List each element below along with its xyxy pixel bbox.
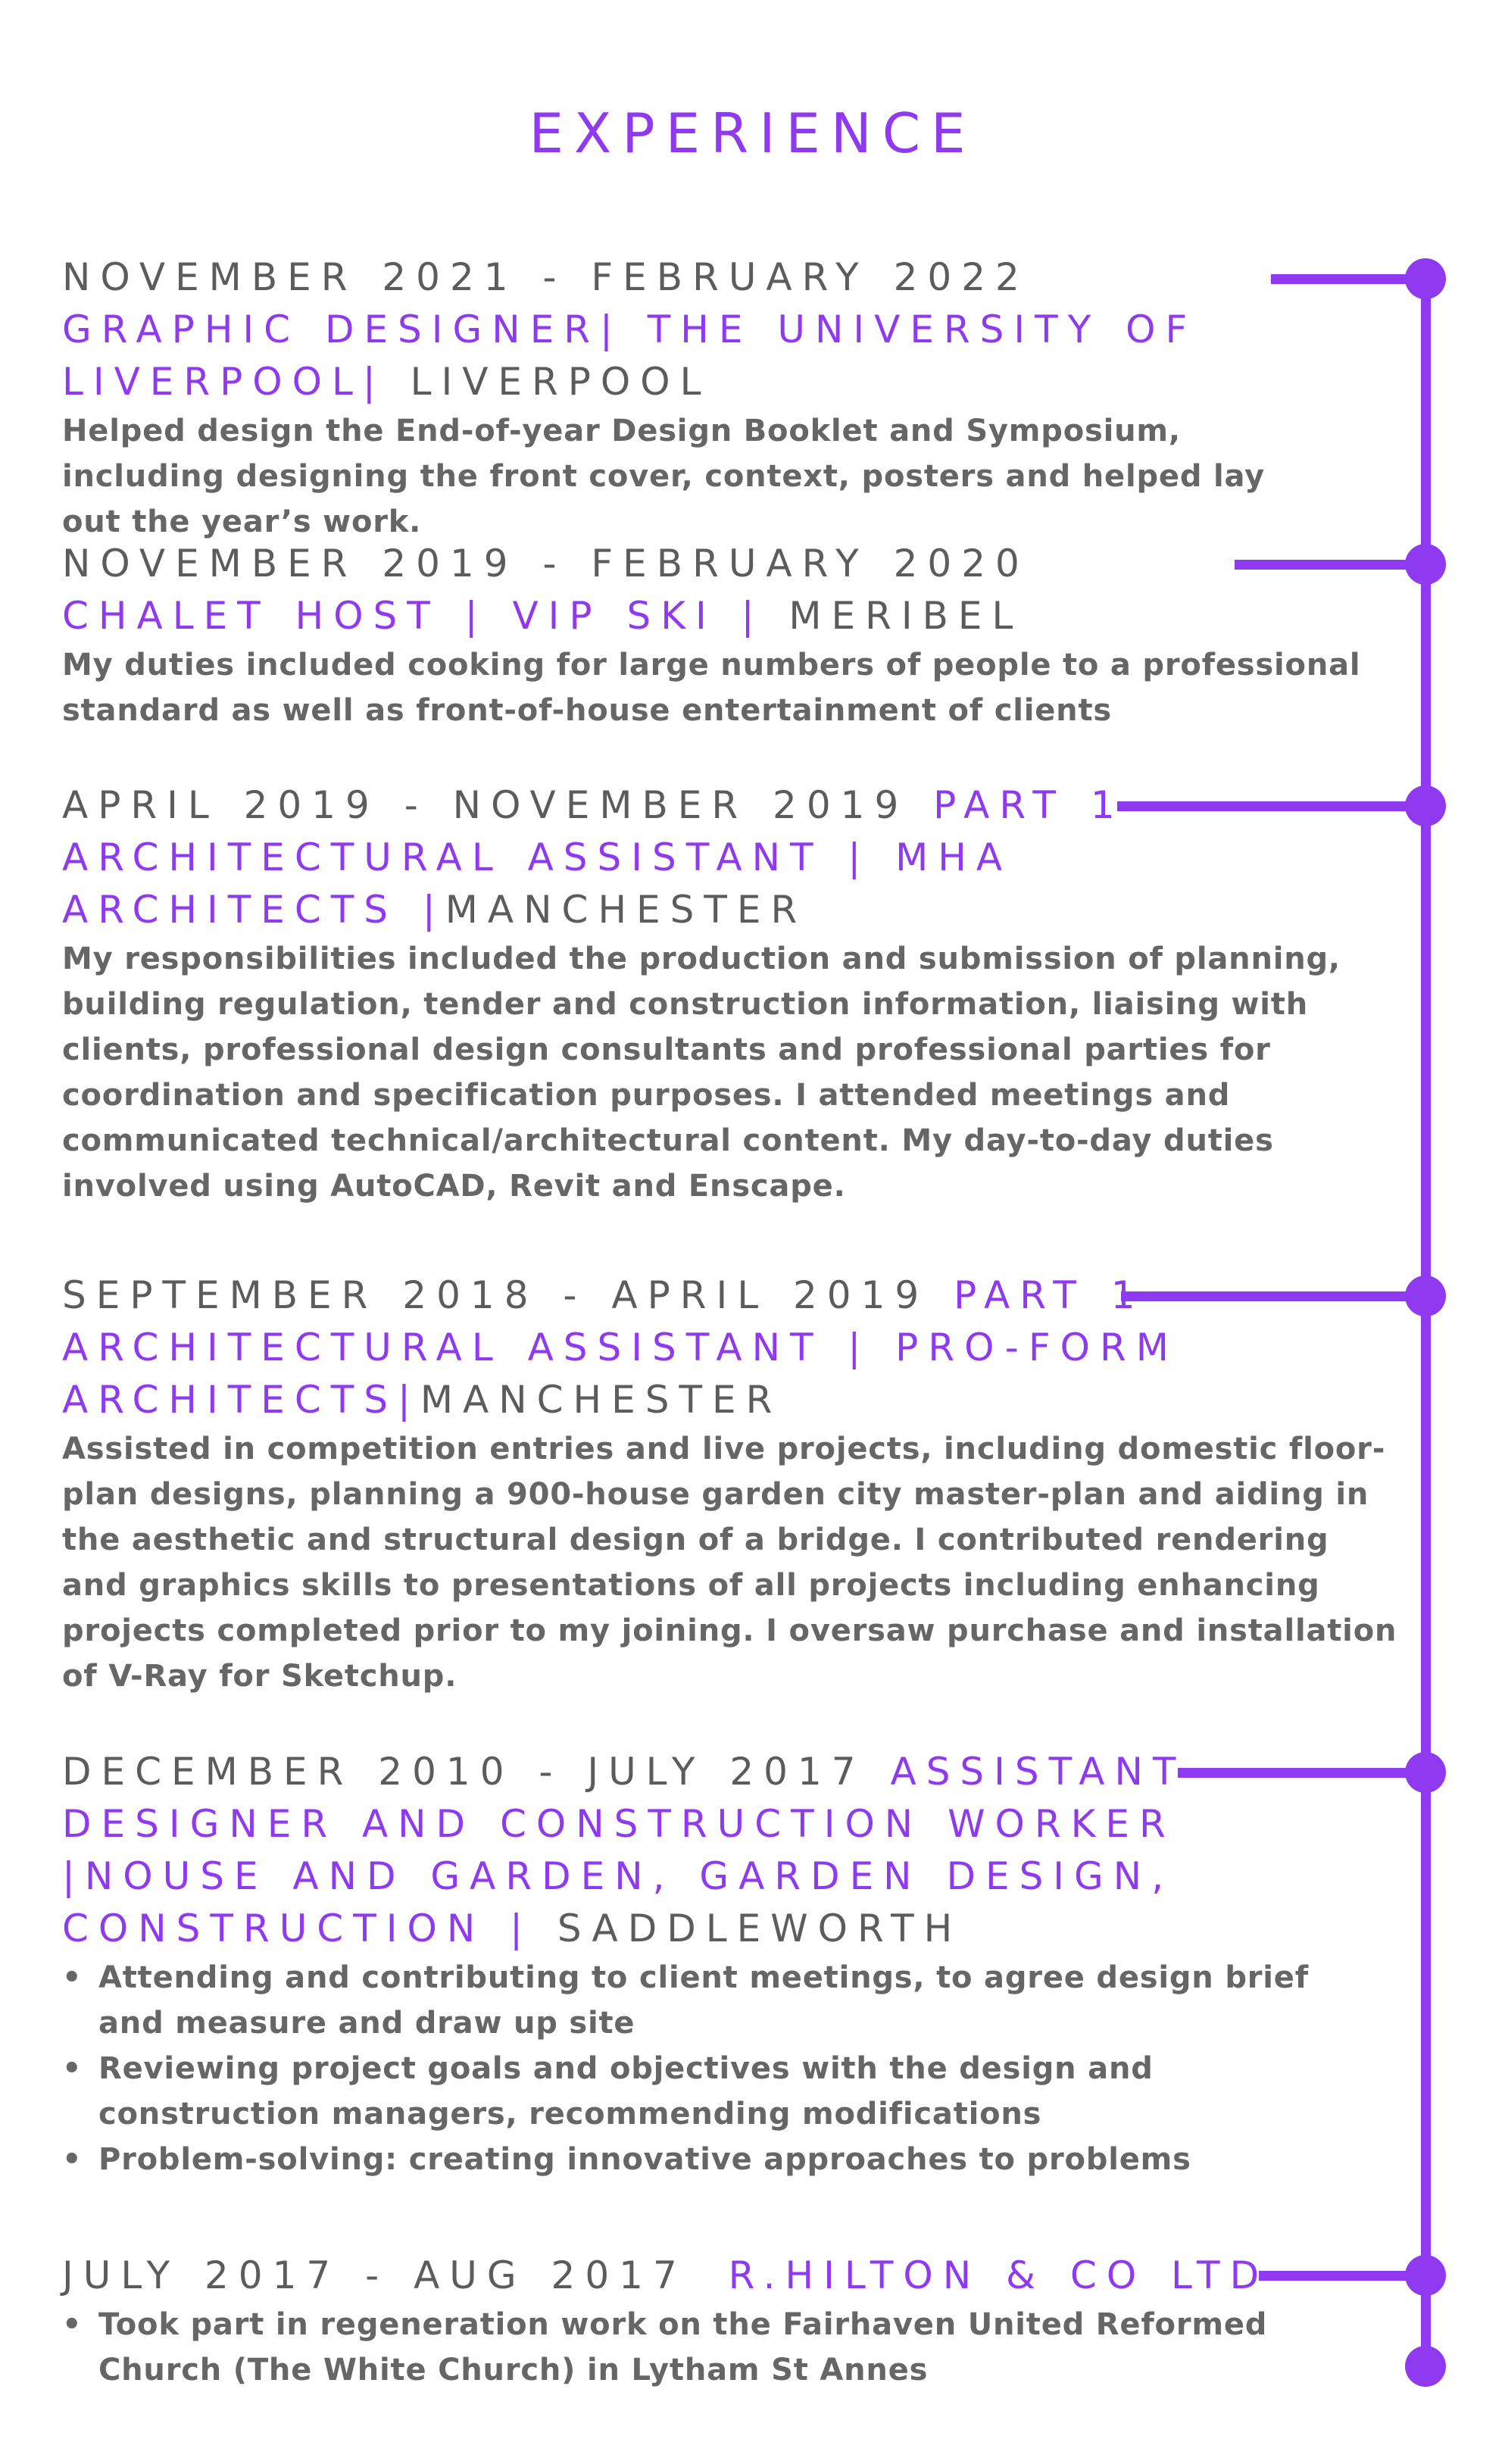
- list-item: [62, 2137, 1372, 2182]
- entry-heading: [62, 1269, 1229, 1426]
- entry-location: MANCHESTER: [420, 1378, 782, 1422]
- entry-date: NOVEMBER 2021 - FEBRUARY 2022: [62, 255, 1029, 299]
- bullet-text: Problem-solving: creating innovative approaches to problems: [98, 2142, 1191, 2177]
- entry-location: LIVERPOOL: [410, 360, 711, 404]
- entry-heading: [62, 1746, 1229, 1955]
- entry-location: MANCHESTER: [445, 888, 807, 932]
- entry-role: CHALET HOST | VIP SKI |: [62, 594, 789, 638]
- list-item: [62, 2302, 1304, 2393]
- entry-heading: [62, 538, 1236, 642]
- entry-description: My duties included cooking for large numbers of people to a professional standard as well as front-of-house entertainment of clients: [62, 648, 1361, 728]
- entry-role: PART 1 ARCHITECTURAL ASSISTANT | MHA ARCHITECTS |: [62, 783, 1125, 932]
- bullet-dot-icon: •: [62, 2051, 83, 2086]
- entry-description: My responsibilities included the production and submission of planning, building regulation, tender and construction information, liaising with clients, professional design consultants and professional parties for coordination and specification purposes. I attended meetings and communicated technical/architectural content. My day-to-day duties involved using AutoCAD, Revit and Enscape.: [62, 942, 1341, 1204]
- entry-date: SEPTEMBER 2018 - APRIL 2019: [62, 1273, 954, 1317]
- entry-role: R.HILTON & CO LTD: [728, 2253, 1269, 2297]
- timeline-node: [1405, 1752, 1446, 1793]
- entry-date: NOVEMBER 2019 - FEBRUARY 2020: [62, 542, 1029, 586]
- entry-heading: [62, 779, 1372, 936]
- list-item: [62, 2046, 1372, 2137]
- timeline-node: [1405, 2255, 1446, 2296]
- entry-role: PART 1 ARCHITECTURAL ASSISTANT | PRO-FORM ARCHITECTS|: [62, 1273, 1179, 1422]
- bullet-text: Reviewing project goals and objectives with the design and construction managers, recommending modifications: [98, 2051, 1154, 2131]
- timeline-node: [1405, 544, 1446, 585]
- entry-location: SADDLEWORTH: [557, 1907, 963, 1950]
- timeline-node: [1405, 258, 1446, 299]
- timeline-line: [1421, 279, 1431, 2373]
- entry-heading: [62, 251, 1266, 408]
- entry-date: APRIL 2019 - NOVEMBER 2019: [62, 783, 934, 827]
- timeline-connector: [1271, 274, 1422, 284]
- entry-description: Assisted in competition entries and live projects, including domestic floor-plan designs, planning a 900-house garden city master-plan and aiding in the aesthetic and structural design of a bridge. I contributed rendering and graphics skills to presentations of all projects including enhancing projects completed prior to my joining. I oversaw purchase and installation of V-Ray for Sketchup.: [62, 1432, 1397, 1694]
- experience-entry: [62, 538, 1361, 733]
- bullet-dot-icon: •: [62, 2307, 83, 2342]
- entry-date: JULY 2017 - AUG 2017: [62, 2253, 712, 2297]
- timeline-node: [1405, 1276, 1446, 1316]
- timeline-end-node: [1405, 2346, 1446, 2387]
- experience-entry: [62, 1269, 1397, 1699]
- list-item: [62, 1955, 1372, 2046]
- page-title: EXPERIENCE: [529, 101, 976, 165]
- entry-description: Helped design the End-of-year Design Booklet and Symposium, including designing the front cover, context, posters and helped lay out the year’s work.: [62, 414, 1265, 539]
- bullet-dot-icon: •: [62, 1960, 83, 1995]
- entry-bullet-list: [62, 2302, 1304, 2393]
- experience-entry: [62, 1746, 1309, 2182]
- experience-entry: [62, 779, 1372, 1209]
- entry-date: DECEMBER 2010 - JULY 2017: [62, 1750, 891, 1794]
- experience-entry: [62, 251, 1266, 545]
- bullet-dot-icon: •: [62, 2142, 83, 2177]
- entry-role: ASSISTANT DESIGNER AND CONSTRUCTION WORKER |NOUSE AND GARDEN, GARDEN DESIGN, CONSTRUCTION |: [62, 1750, 1186, 1950]
- entry-role: GRAPHIC DESIGNER| THE UNIVERSITY OF LIVERPOOL|: [62, 308, 1197, 404]
- experience-entry: [62, 2250, 1365, 2393]
- entry-heading: [62, 2250, 1365, 2302]
- timeline-node: [1405, 785, 1446, 826]
- entry-location: MERIBEL: [788, 594, 1023, 638]
- bullet-text: Attending and contributing to client meetings, to agree design brief and measure and draw up site: [98, 1960, 1309, 2041]
- entry-bullet-list: [62, 1955, 1372, 2182]
- bullet-text: Took part in regeneration work on the Fairhaven United Reformed Church (The White Church) in Lytham St Annes: [98, 2307, 1268, 2387]
- timeline-connector: [1235, 560, 1422, 570]
